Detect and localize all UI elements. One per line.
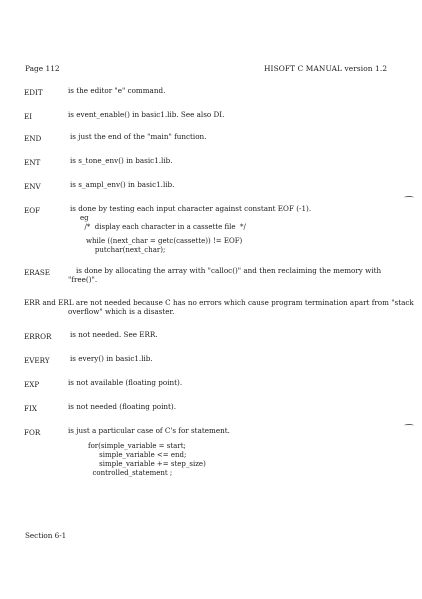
err-erl-line1: ERR and ERL are not needed because C has no errors which cause program termination apart from "stack (24, 298, 414, 307)
term-fix: FIX (24, 404, 37, 413)
term-erase: ERASE (24, 268, 51, 277)
term-end: END (24, 134, 42, 143)
term-ei: EI (24, 112, 33, 121)
section-footer: Section 6-1 (25, 531, 67, 540)
def-fix: is not needed (floating point). (68, 402, 177, 411)
page-number: Page 112 (25, 64, 60, 73)
err-erl-line2: overflow" which is a disaster. (68, 307, 175, 316)
term-ent: ENT (24, 158, 41, 167)
for-statement-code: for(simple_variable = start; simple_variable <= end; simple_variable += step_size) controlled_statement ; (88, 442, 206, 477)
def-edit: is the editor "e" command. (68, 86, 166, 95)
term-error: ERROR (24, 332, 52, 341)
def-for: is just a particular case of C's for statement. (68, 426, 230, 435)
term-env: ENV (24, 182, 41, 191)
term-exp: EXP (24, 380, 40, 389)
term-every: EVERY (24, 356, 50, 365)
def-erase-line2: "free()". (68, 275, 98, 284)
eof-comment-code: eg /* display each character in a cassette file */ (80, 214, 246, 231)
def-ei: is event_enable() in basic1.lib. See also DI. (68, 110, 225, 119)
term-edit: EDIT (24, 88, 43, 97)
def-env: is s_ampl_env() in basic1.lib. (70, 180, 175, 189)
def-eof: is done by testing each input character against constant EOF (-1). (70, 204, 312, 213)
def-exp: is not available (floating point). (68, 378, 183, 387)
def-end: is just the end of the "main" function. (70, 132, 207, 141)
eof-while-code: while ((next_char = getc(cassette)) != EOF) putchar(next_char); (86, 237, 243, 254)
def-ent: is s_tone_env() in basic1.lib. (70, 156, 173, 165)
def-erase-line1: is done by allocating the array with "calloc()" and then reclaiming the memory with (76, 266, 382, 275)
def-error: is not needed. See ERR. (70, 330, 158, 339)
def-every: is every() in basic1.lib. (70, 354, 153, 363)
term-eof: EOF (24, 206, 41, 215)
scan-mark (404, 196, 414, 199)
manual-title: HISOFT C MANUAL version 1.2 (264, 64, 388, 73)
scan-mark (404, 424, 414, 427)
term-for: FOR (24, 428, 41, 437)
